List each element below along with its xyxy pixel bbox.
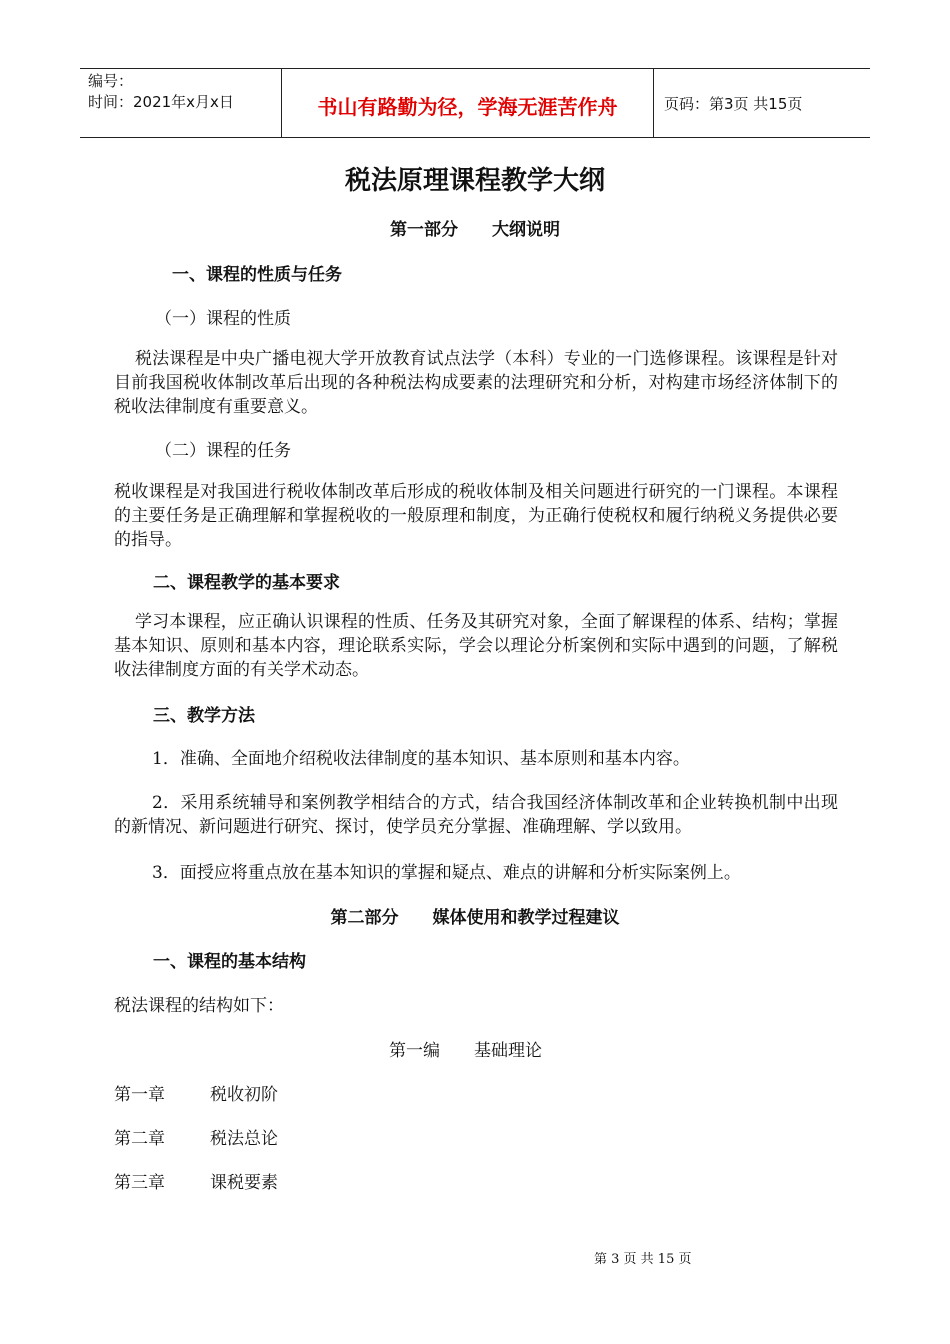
s3-heading: 三、教学方法 <box>153 706 255 726</box>
chapter-number: 第二章 <box>114 1129 165 1149</box>
footer-page-number: 第 3 页 共 15 页 <box>594 1252 692 1267</box>
s1-heading: 一、课程的性质与任务 <box>172 265 342 285</box>
time-label: 时间：2021年x月x日 <box>88 93 234 111</box>
s2-heading: 二、课程教学的基本要求 <box>153 573 340 593</box>
header-page-info: 页码：第3页 共15页 <box>664 94 803 113</box>
s1-sub1: （一）课程的性质 <box>155 309 291 329</box>
s1-sub2: （二）课程的任务 <box>155 441 291 461</box>
chapter-number: 第三章 <box>114 1173 165 1193</box>
chapter-name: 课税要素 <box>210 1173 278 1193</box>
document-header <box>80 68 870 138</box>
s2-text: 学习本课程，应正确认识课程的性质、任务及其研究对象，全面了解课程的体系、结构；掌握基本知识、原则和基本内容，理论联系实际，学会以理论分析案例和实际中遇到的问题，了解税收法律制度方面的有关学术动态。 <box>114 612 838 680</box>
chapter-number: 第一章 <box>114 1085 165 1105</box>
p2-s1-heading: 一、课程的基本结构 <box>153 952 306 972</box>
chapter-name: 税法总论 <box>210 1129 278 1149</box>
part1-title: 第一部分 大纲说明 <box>390 220 560 240</box>
s3-item2: 2．采用系统辅导和案例教学相结合的方式，结合我国经济体制改革和企业转换机制中出现的新情况、新问题进行研究、探讨，使学员充分掌握、准确理解、学以致用。 <box>114 793 838 837</box>
s1-sub2-text: 税收课程是对我国进行税收体制改革后形成的税收体制及相关问题进行研究的一门课程。本课程的主要任务是正确理解和掌握税收的一般原理和制度，为正确行使税权和履行纳税义务提供必要的指导。 <box>114 482 838 550</box>
part2-title: 第二部分 媒体使用和教学过程建议 <box>330 908 620 928</box>
s3-item3: 3．面授应将重点放在基本知识的掌握和疑点、难点的讲解和分析实际案例上。 <box>152 863 741 883</box>
p2-s1-text: 税法课程的结构如下： <box>114 996 284 1016</box>
s3-item1: 1．准确、全面地介绍税收法律制度的基本知识、基本原则和基本内容。 <box>152 749 690 769</box>
header-meta-cell <box>80 69 282 137</box>
header-motto: 书山有路勤为径，学海无涯苦作舟 <box>282 69 654 137</box>
document-title: 税法原理课程教学大纲 <box>344 166 605 196</box>
s1-sub1-text: 税法课程是中央广播电视大学开放教育试点法学（本科）专业的一门选修课程。该课程是针对目前我国税收体制改革后出现的各种税法构成要素的法理研究和分析，对构建市场经济体制下的税收法律制度有重要意义。 <box>114 349 838 417</box>
number-label: 编号： <box>88 72 134 90</box>
chapter-name: 税收初阶 <box>210 1085 278 1105</box>
book1-title: 第一编 基础理论 <box>389 1041 542 1061</box>
